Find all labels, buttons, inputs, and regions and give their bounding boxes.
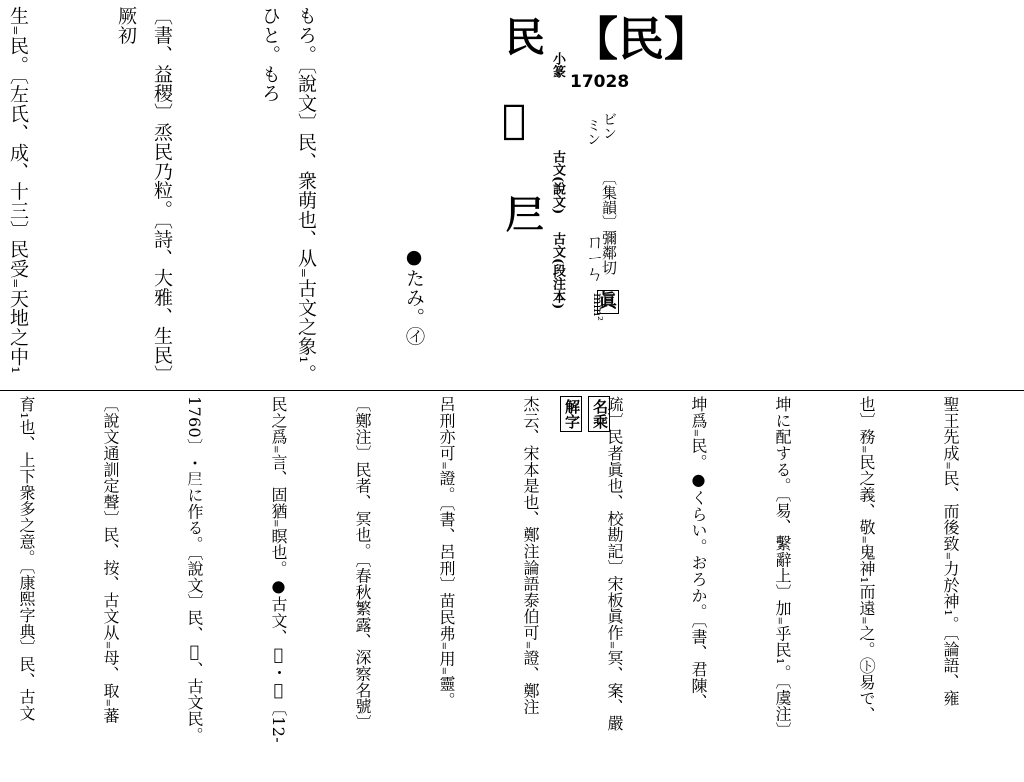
lower-col: 杰云、宋本是也、鄭注論語泰伯可₌證、鄭注 xyxy=(521,396,540,715)
lower-col: 呂刑亦可₌證。〔書、呂刑〕苗民弗₌用₌靈。 xyxy=(437,396,456,709)
lower-col: 1760〕・𡰥に作る。〔說文〕民、𢼸、古文民。 xyxy=(185,396,204,744)
lower-col: 〔說文通訓定聲〕民、按、古文从₌母、取₌蕃 xyxy=(101,396,120,724)
upper-col: ●たみ。㋑ xyxy=(403,246,425,346)
seal-label-old2: 古文(段注本) xyxy=(550,232,565,310)
seal-label-small: 小篆 xyxy=(550,52,565,78)
lower-col: 民之爲₌言、固猶₌瞑也。●古文、𢼸・𡰥〔12- xyxy=(269,396,288,744)
lower-col: 育₁也、上下衆多之意。〔康熙字典〕民、古文 xyxy=(17,396,36,722)
kana-reading: ビン xyxy=(601,112,617,140)
kaiji-tag: 解字 xyxy=(560,396,582,432)
entry-number: 17028 xyxy=(570,72,630,92)
upper-col: もろ。〔說文〕民、衆萌也、从₌古文之象₁。ひと。もろ xyxy=(259,6,317,384)
entry-headword: 【民】 xyxy=(572,12,710,66)
pinyin: min² xyxy=(590,293,605,321)
rhyme-tag: 眞 xyxy=(599,291,617,312)
lower-col: 聖王先成₌民、而後致₌力於神₁。〔論語、雍 xyxy=(941,396,960,707)
upper-col: 生₌民。〔左氏、成、十三〕民受₌天地之中₁ xyxy=(7,6,29,375)
nanori-tag: 名乘 xyxy=(588,396,610,432)
kana-reading-2: ミン xyxy=(585,118,601,146)
entry-header xyxy=(562,6,710,92)
fanqie: 〔集韻〕彌鄰切 xyxy=(600,170,618,275)
bopomofo: ㄇㄧㄣ xyxy=(583,232,604,283)
lower-text-block xyxy=(17,396,1020,776)
upper-text-block xyxy=(4,6,504,386)
seal-label-old: 古文(說文) xyxy=(550,150,565,215)
seal-glyph-old: 𢼸 xyxy=(502,97,527,143)
lower-col: 也〕務₌民之義、敬₌鬼神₁而遠₌之。㋣易で、 xyxy=(857,396,876,723)
seal-glyph-small: 民 xyxy=(505,15,545,61)
upper-col: 〔書、益稷〕烝民乃粒。〔詩、大雅、生民〕厥初 xyxy=(115,6,173,385)
lower-col: 坤爲₌民。●くらい。おろか。〔書、君陳、 xyxy=(689,396,708,710)
lower-col: 疏〕民者眞也、校勘記〕宋板眞作₌冥、案、嚴 xyxy=(605,396,624,732)
lower-col: 〔鄭注〕民者、冥也。〔春秋繁露、深察名號〕 xyxy=(353,396,372,731)
section-divider xyxy=(0,390,1024,391)
seal-glyph-old2: 𡰥 xyxy=(505,193,545,239)
lower-col: 坤に配する。〔易、繫辭上〕加₌乎民₁。〔虞注〕 xyxy=(773,396,792,739)
